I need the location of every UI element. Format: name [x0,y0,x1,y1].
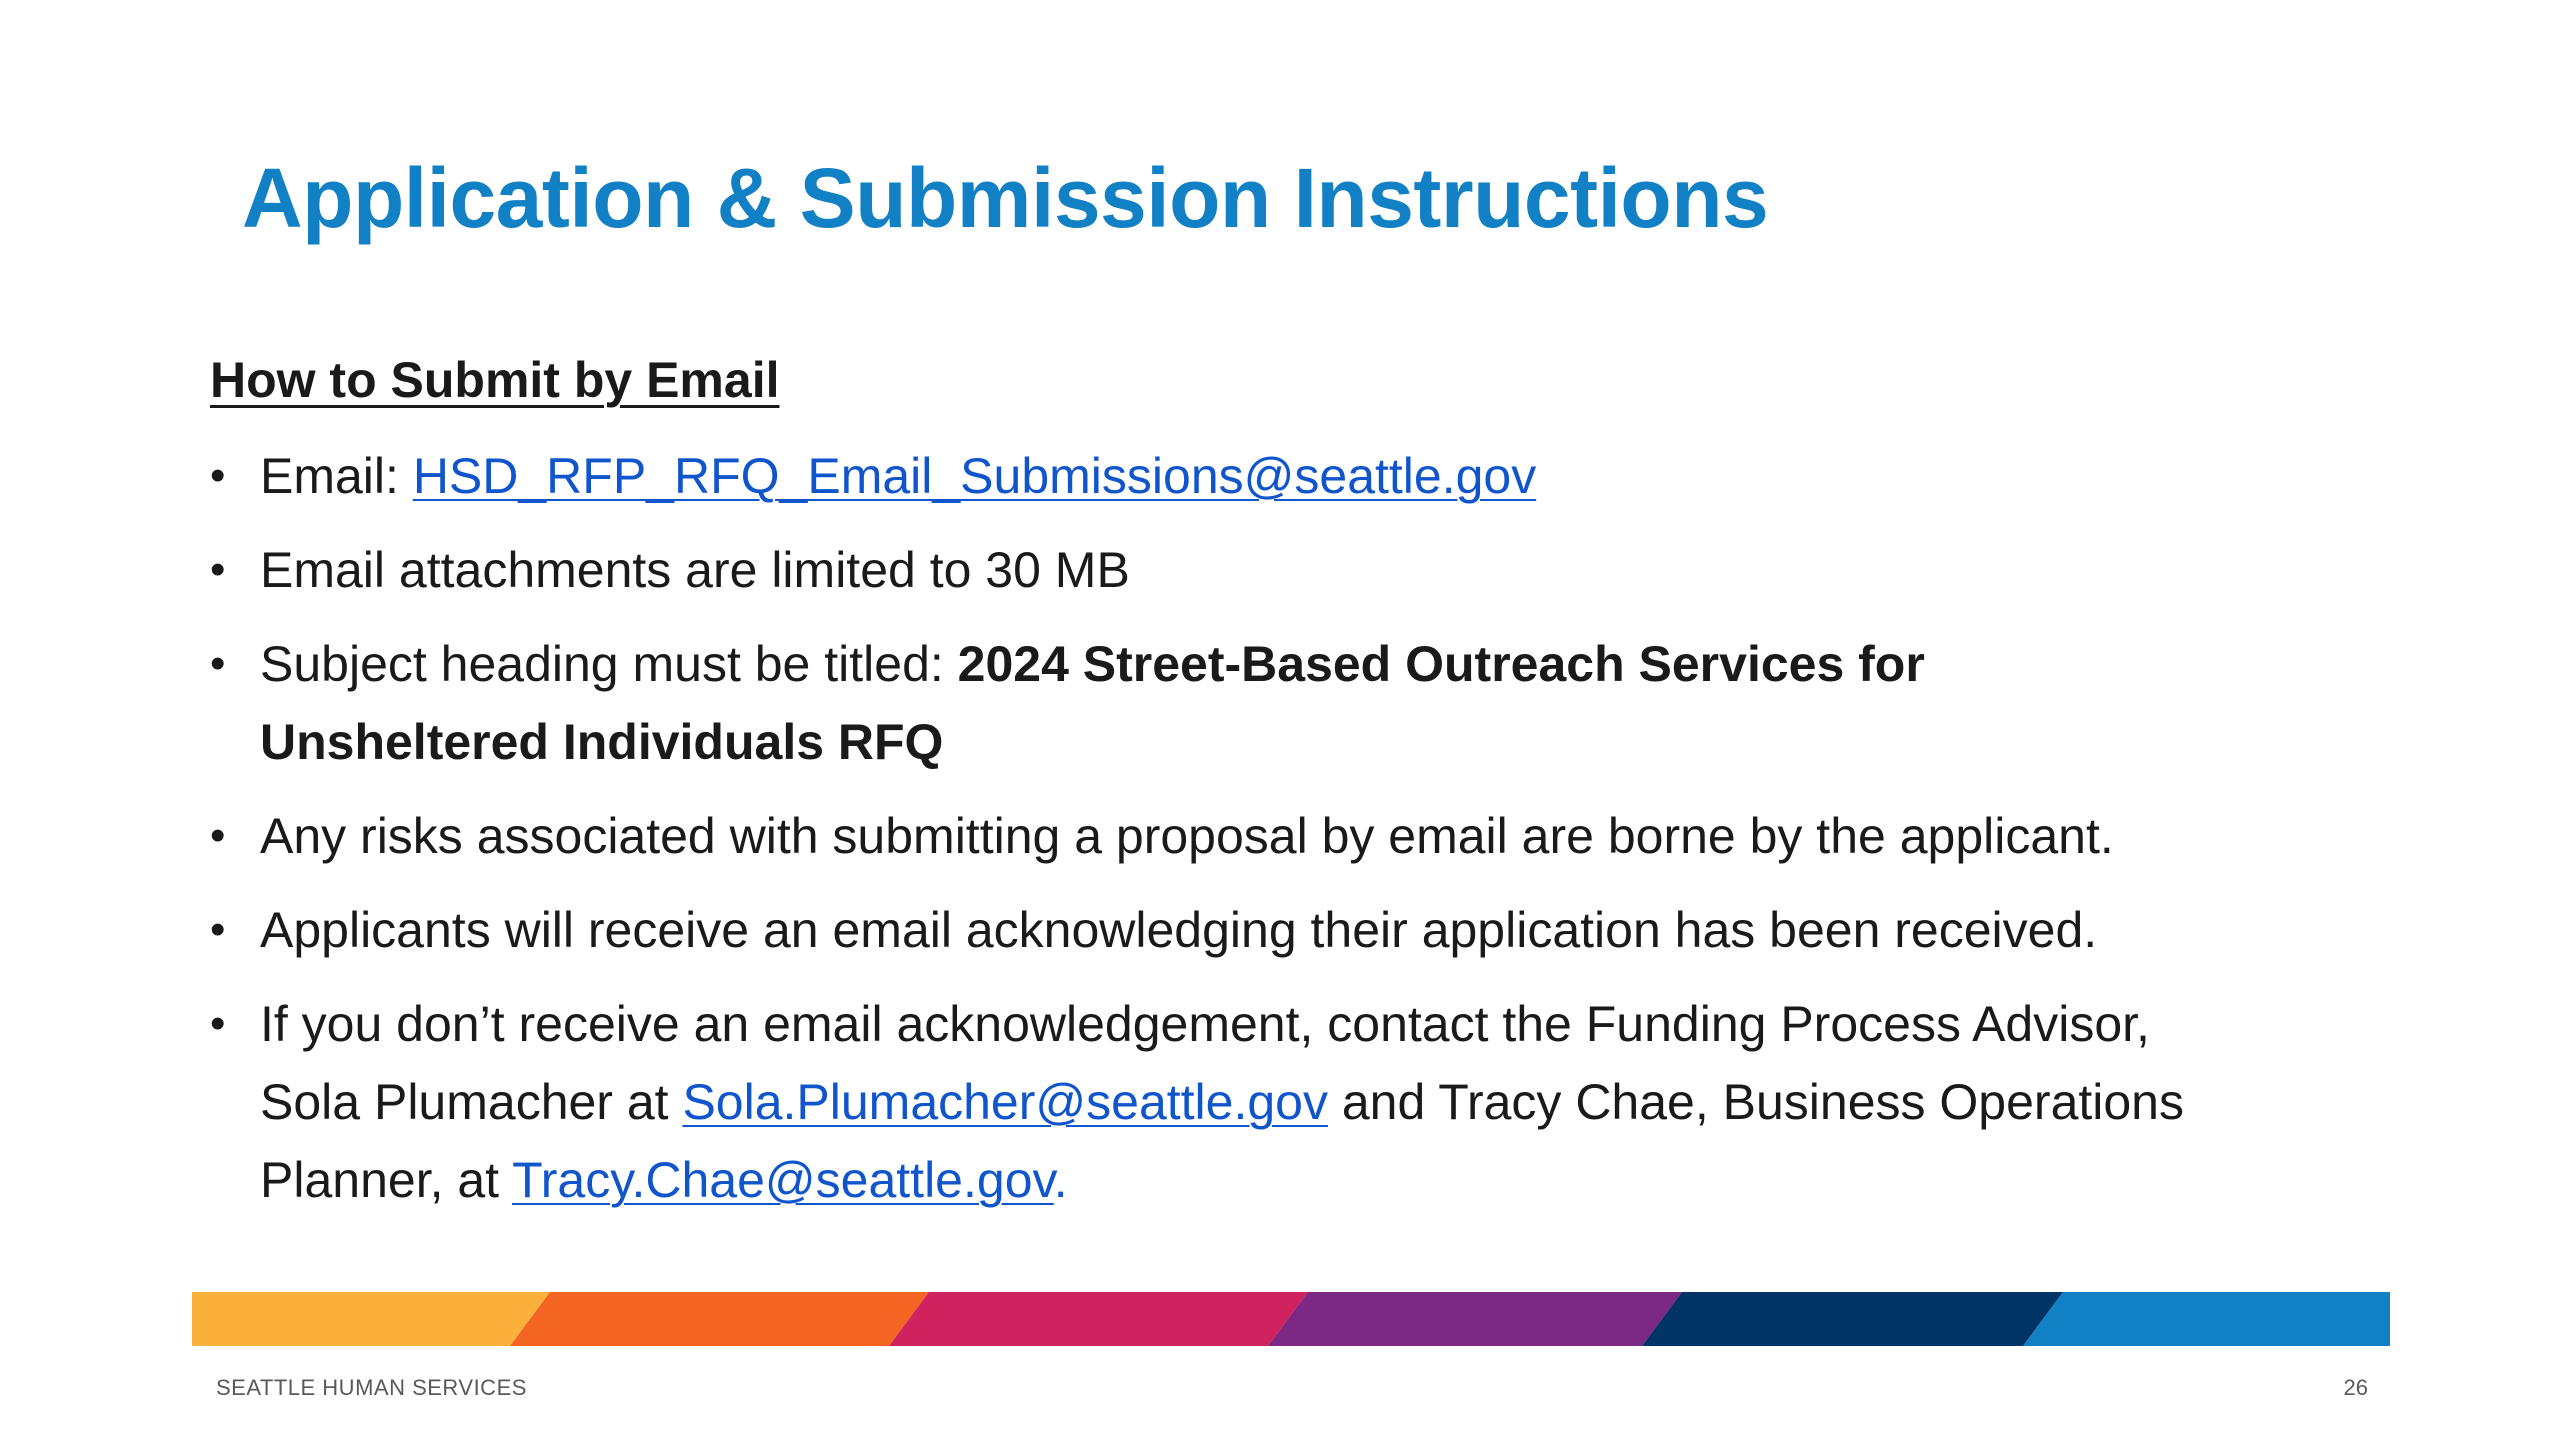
bullet-dot-icon: • [210,999,226,1048]
stripe-segment [2023,1292,2390,1346]
bullet-text: Email: [260,448,413,504]
bullet-line [260,1141,2390,1219]
bullet-dot-icon: • [210,811,226,860]
bullet-email-address [210,437,2390,515]
section-heading: How to Submit by Email [210,352,780,408]
subject-title-line1: 2024 Street-Based Outreach Services for [957,636,1925,692]
stripe-segment [510,1292,929,1346]
stripe-segment [889,1292,1308,1346]
bullet-line [260,625,2390,703]
bullet-text: . [1053,1152,1068,1208]
decorative-color-stripe [192,1292,2390,1346]
bullet-text: and Tracy Chae, Business Operations [1327,1074,2184,1130]
bullet-text: Email attachments are limited to 30 MB [260,542,1130,598]
bullet-dot-icon: • [210,451,226,500]
bullet-contact [210,985,2390,1219]
submission-email-link[interactable]: HSD_RFP_RFQ_Email_Submissions@seattle.gov [412,448,1537,504]
stripe-segment [1642,1292,2063,1346]
bullet-dot-icon: • [210,639,226,688]
sola-email-link[interactable]: Sola.Plumacher@seattle.gov [682,1074,1328,1130]
color-stripe-graphic [192,1292,2390,1346]
bullet-dot-icon: • [210,905,226,954]
bullet-text: Sola Plumacher at [260,1074,683,1130]
subject-title-line2: Unsheltered Individuals RFQ [260,714,944,770]
bullet-text: Applicants will receive an email acknowledging their application has been received. [260,902,2098,958]
bullet-acknowledgement [210,891,2390,969]
bullet-text: Any risks associated with submitting a proposal by email are borne by the applicant. [260,808,2114,864]
bullet-attachment-limit [210,531,2390,609]
tracy-email-link[interactable]: Tracy.Chae@seattle.gov [512,1152,1054,1208]
page-number: 26 [2343,1375,2368,1400]
bullet-dot-icon: • [210,545,226,594]
bullet-text: Planner, at [260,1152,513,1208]
bullet-line [260,1063,2390,1141]
bullet-risks [210,797,2390,875]
slide-title: Application & Submission Instructions [242,151,1769,245]
stripe-segment [192,1292,550,1346]
bullet-subject-heading [210,625,2390,781]
stripe-segment [1268,1292,1682,1346]
bullet-list [210,437,2390,1219]
slide-content [210,345,2390,1235]
bullet-line: If you don’t receive an email acknowledgement, contact the Funding Process Advisor, [260,996,2150,1052]
bullet-text: Subject heading must be titled: [260,636,958,692]
footer-organization: SEATTLE HUMAN SERVICES [216,1375,527,1400]
